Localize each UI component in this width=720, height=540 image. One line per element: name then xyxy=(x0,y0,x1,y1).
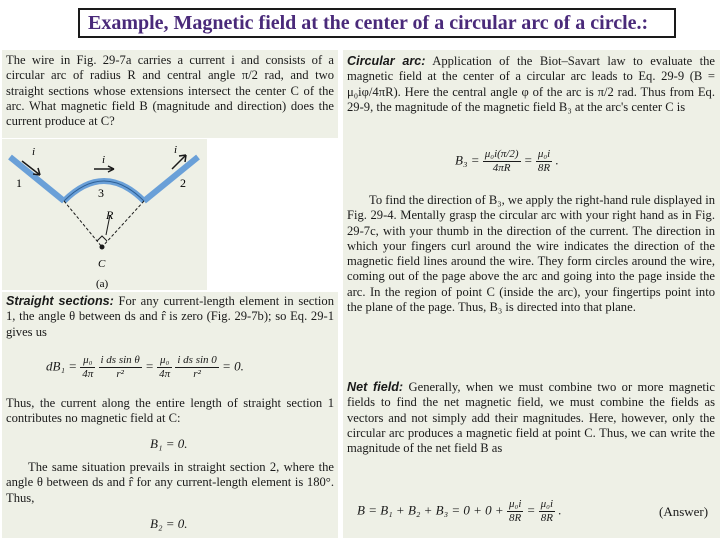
straight-text-2: Thus, the current along the entire length of straight section 1 contributes no magnetic field at C: xyxy=(6,396,334,426)
eq-frac-1: $\frac{\text{μ₀}}{4\pi}$ xyxy=(82,354,94,380)
right-angle-mark xyxy=(97,236,107,241)
page-title: Example, Magnetic field at the center of a circular arc of a circle.: xyxy=(88,12,649,34)
net-equation: B = B₁ + B₂ + B₃ = 0 + 0 + $\frac{\text{μ₀i}}{8R}$ = $\frac{\text{μ₀i}}{8R}$ . xyxy=(357,498,562,524)
straight-sections-panel xyxy=(2,292,338,538)
title-box xyxy=(78,8,676,38)
arc-heading: Circular arc: xyxy=(347,54,426,68)
eq-frac-4: $\frac{\text{i ds sin 0}}{\text{r²}}$ xyxy=(177,354,217,380)
label-section-3: 3 xyxy=(98,186,104,200)
arc-text-2: To find the direction of B₃, we apply the right-hand rule displayed in Fig. 29-4. Mentally grasp the circular arc with your right hand as in Fig. 29-7c, with your thumb in the direction of the current. The direction in which your fingers curl around the wire indicates the direction of the magnetic field lines around the wire. They form circles around the wire, coming out of the page above the arc and going into the page inside the arc. In the region of point C (inside the arc), your fingertips point into the plane of the page. Thus, B₃ is directed into that plane. xyxy=(347,193,715,315)
label-i-left: i xyxy=(32,146,36,158)
label-i-mid: i xyxy=(102,154,106,166)
straight-equation-1: dB₁ = $\frac{\text{μ₀}}{4\pi}$ $\frac{\text{i ds sin θ}}{\text{r²}}$ = $\frac{\text{μ₀}}{4\pi}$ $\frac{\text{i ds sin 0}}{\text{r²}}$ = 0. xyxy=(46,354,244,380)
problem-panel xyxy=(2,50,338,138)
label-subfigure: (a) xyxy=(96,278,109,290)
problem-text: The wire in Fig. 29-7a carries a current i and consists of a circular arc of radius R and central angle π/2 rad, and two straight sections whose extensions intersect the center C of the arc. What magnetic field B (magnitude and direction) does the current produce at C? xyxy=(6,53,334,129)
eq-frac-2: $\frac{\text{i ds sin θ}}{\text{r²}}$ xyxy=(100,354,140,380)
label-i-right: i xyxy=(174,144,178,156)
arc-equation: B₃ = $\frac{\text{μ₀i(π/2)}}{4\pi R}$ = $\frac{\text{μ₀i}}{8R}$ . xyxy=(455,148,559,174)
figure-panel xyxy=(2,139,207,290)
wire-section-2 xyxy=(144,157,198,201)
net-frac-1: $\frac{\text{μ₀i}}{8R}$ xyxy=(508,498,522,524)
label-section-1: 1 xyxy=(16,176,22,190)
eq-frac-3: $\frac{\text{μ₀}}{4\pi}$ xyxy=(159,354,171,380)
straight-sections-block xyxy=(6,294,334,340)
straight-text: For any current-length element in section 1, the angle θ between ds and r̂ is zero (Fig. 29-7b); so Eq. 29-1 gives us xyxy=(6,294,334,339)
solution-panel xyxy=(343,50,720,538)
net-heading: Net field: xyxy=(347,380,404,394)
straight-text-3: The same situation prevails in straight section 2, where the angle θ between ds and r̂ for any current-length element is 180°. Thus, xyxy=(6,460,334,505)
label-radius: R xyxy=(106,208,114,222)
arc-frac-1: $\frac{\text{μ₀i(π/2)}}{4\pi R}$ xyxy=(484,148,519,174)
equation-b2: B₂ = 0. xyxy=(150,516,188,531)
net-frac-2: $\frac{\text{μ₀i}}{8R}$ xyxy=(540,498,554,524)
radial-line-left xyxy=(64,201,102,247)
arc-block xyxy=(347,54,715,115)
arc-text: Application of the Biot–Savart law to evaluate the magnetic field at the center of a circular arc leads to Eq. 29-9 (B = μ₀iφ/4πR). Here the central angle φ of the arc is π/2 rad. Thus from Eq. 29-9, the magnitude of the magnetic field B₃ at the arc's center C is xyxy=(347,54,715,114)
net-text: Generally, when we must combine two or more magnetic fields to find the net magnetic field, we must combine the fields as vectors and not simply add their magnitudes. Here, however, only the circular arc produces a magnetic field at point C. Thus, we can write the magnitude of the net field B as xyxy=(347,380,715,456)
label-section-2: 2 xyxy=(180,176,186,190)
straight-heading: Straight sections: xyxy=(6,294,114,308)
label-center: C xyxy=(98,258,106,270)
center-point xyxy=(100,245,105,250)
equation-b1: B₁ = 0. xyxy=(150,436,188,451)
net-block xyxy=(347,380,715,456)
arc-figure xyxy=(2,139,207,290)
eq-db1-lhs: dB₁ = xyxy=(46,358,77,374)
arc-frac-2: $\frac{\text{μ₀i}}{8R}$ xyxy=(537,148,551,174)
answer-label: (Answer) xyxy=(659,504,709,519)
